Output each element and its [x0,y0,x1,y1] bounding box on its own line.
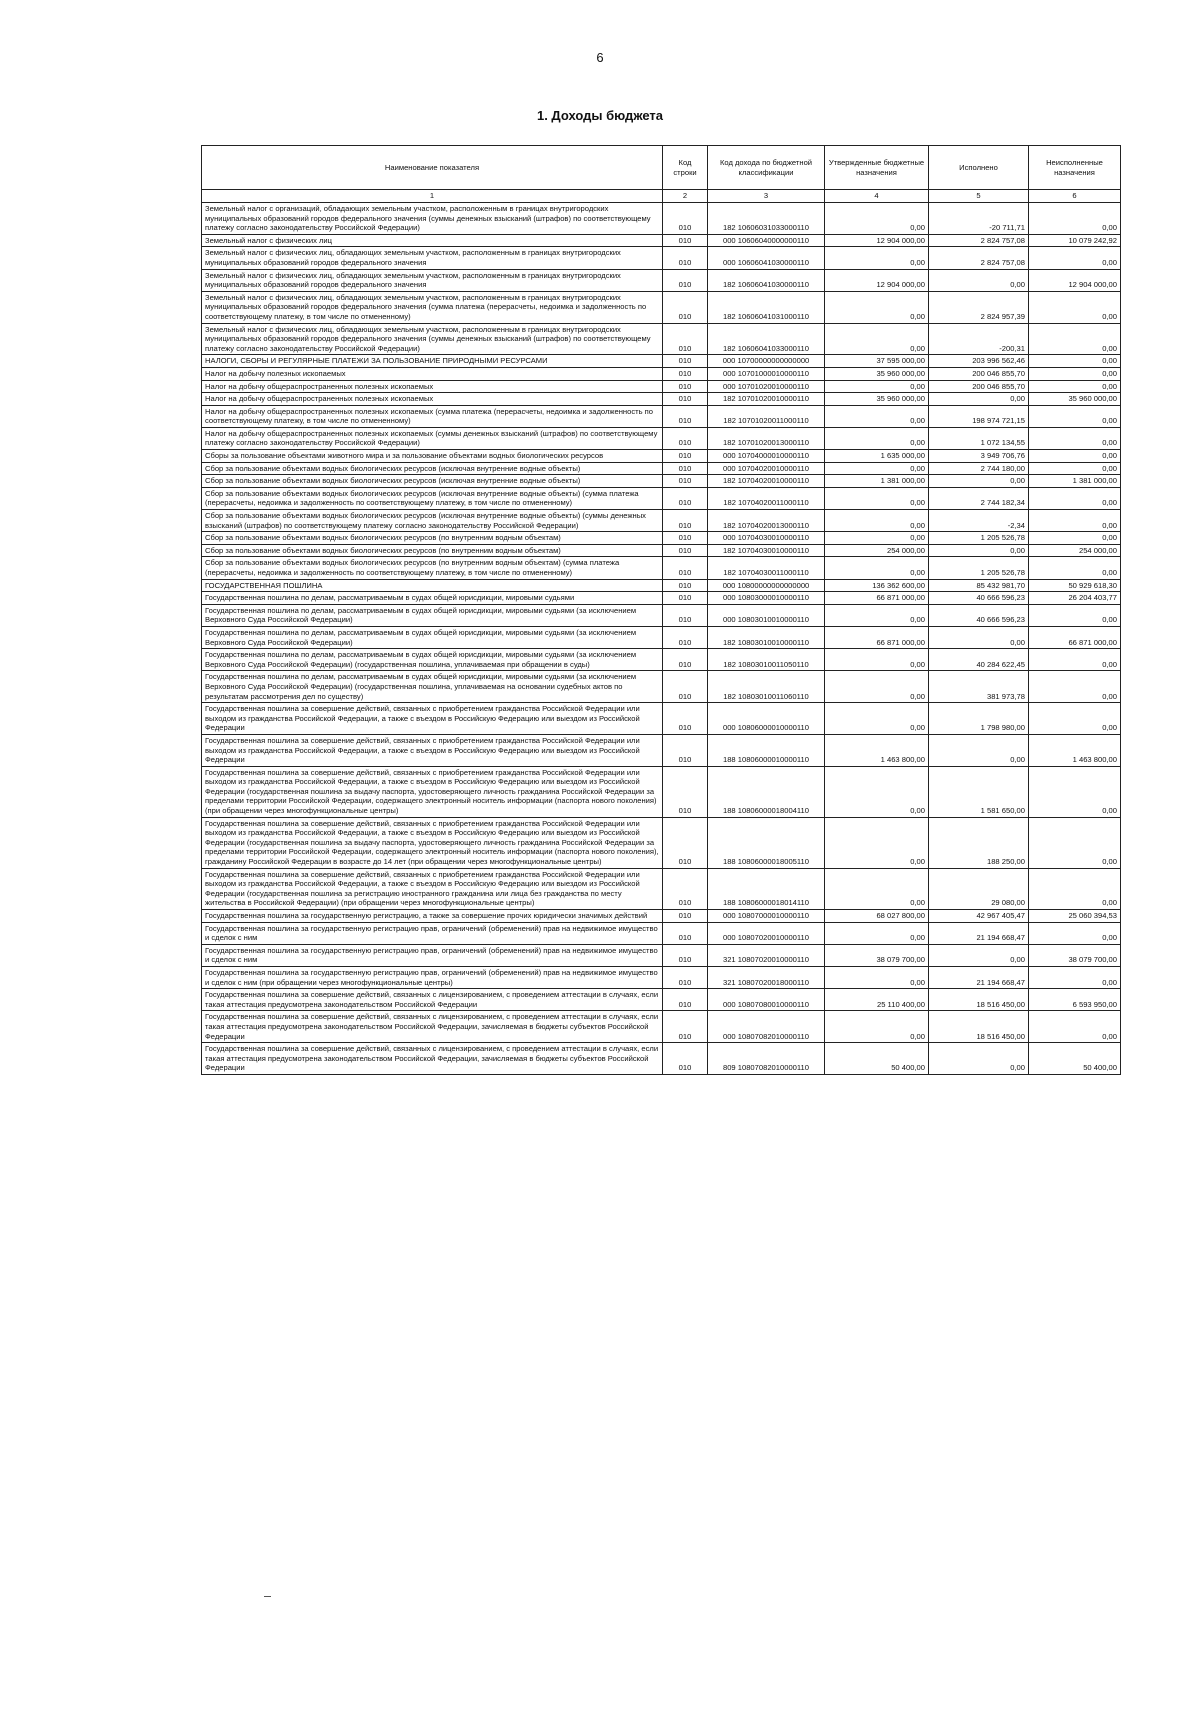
table-row [202,291,1121,323]
table-row [202,544,1121,557]
row-approved: 50 400,00 [825,1043,929,1075]
scan-mark [264,1596,271,1597]
row-approved: 0,00 [825,510,929,532]
table-row [202,1011,1121,1043]
table-row [202,868,1121,909]
row-income-code: 000 10807082010000110 [708,1011,825,1043]
row-unexecuted: 0,00 [1029,671,1121,703]
table-row [202,269,1121,291]
row-unexecuted: 0,00 [1029,557,1121,579]
row-name: Сбор за пользование объектами водных биологических ресурсов (исключая внутренние водные объекты) [202,475,663,488]
row-approved: 35 960 000,00 [825,393,929,406]
row-line-code: 010 [663,989,708,1011]
row-approved: 1 635 000,00 [825,450,929,463]
row-income-code: 182 10606041033000110 [708,323,825,355]
row-executed: 200 046 855,70 [929,367,1029,380]
row-name: Сборы за пользование объектами животного мира и за пользование объектами водных биологических ресурсов [202,450,663,463]
row-unexecuted: 1 463 800,00 [1029,734,1121,766]
row-approved: 0,00 [825,557,929,579]
row-name: Государственная пошлина за государственную регистрацию прав, ограничений (обременений) прав на недвижимое имущество и сделок с ним [202,922,663,944]
row-income-code: 321 10807020010000110 [708,944,825,966]
row-name: Государственная пошлина по делам, рассматриваемым в судах общей юрисдикции, мировыми судьями (за исключением Верховного Суда Российской Федерации) (государственная пошлина, уплачиваемая при обращении в суды) [202,649,663,671]
row-line-code: 010 [663,604,708,626]
row-line-code: 010 [663,592,708,605]
row-line-code: 010 [663,703,708,735]
row-unexecuted: 0,00 [1029,1011,1121,1043]
row-income-code: 809 10807082010000110 [708,1043,825,1075]
table-body [202,203,1121,1075]
row-name: ГОСУДАРСТВЕННАЯ ПОШЛИНА [202,579,663,592]
table-row [202,766,1121,817]
row-executed: 1 205 526,78 [929,532,1029,545]
row-approved: 0,00 [825,291,929,323]
row-name: Сбор за пользование объектами водных биологических ресурсов (по внутренним водным объектам) [202,544,663,557]
row-line-code: 010 [663,269,708,291]
row-line-code: 010 [663,922,708,944]
row-name: Сбор за пользование объектами водных биологических ресурсов (по внутренним водным объектам) [202,532,663,545]
row-approved: 0,00 [825,966,929,988]
row-executed: 1 798 980,00 [929,703,1029,735]
row-line-code: 010 [663,1043,708,1075]
table-row [202,355,1121,368]
table-row [202,247,1121,269]
row-executed: 188 250,00 [929,817,1029,868]
row-approved: 1 463 800,00 [825,734,929,766]
row-unexecuted: 25 060 394,53 [1029,910,1121,923]
row-unexecuted: 38 079 700,00 [1029,944,1121,966]
row-name: Государственная пошлина за совершение действий, связанных с лицензированием, с проведением аттестации в случаях, если такая аттестация предусмотрена законодательством Российской Федерации, зачисляемая в бюджеты субъектов Российской Федерации [202,1011,663,1043]
row-approved: 0,00 [825,649,929,671]
row-unexecuted: 1 381 000,00 [1029,475,1121,488]
row-executed: -2,34 [929,510,1029,532]
table-row [202,604,1121,626]
row-name: Государственная пошлина за совершение действий, связанных с лицензированием, с проведением аттестации в случаях, если такая аттестация предусмотрена законодательством Российской Федерации, зачисляемая в бюджеты субъектов Российской Федерации [202,1043,663,1075]
row-name: Земельный налог с организаций, обладающих земельным участком, расположенным в границах внутригородских муниципальных образований городов федерального значения (суммы денежных взысканий (штрафов) по соответствующему платежу согласно законодательству Российской Федерации) [202,203,663,235]
row-line-code: 010 [663,247,708,269]
row-unexecuted: 0,00 [1029,966,1121,988]
row-approved: 0,00 [825,703,929,735]
row-income-code: 000 10701020010000110 [708,380,825,393]
row-unexecuted: 0,00 [1029,817,1121,868]
row-unexecuted: 0,00 [1029,355,1121,368]
row-name: Налог на добычу полезных ископаемых [202,367,663,380]
row-income-code: 182 10704020010000110 [708,475,825,488]
row-name: Сбор за пользование объектами водных биологических ресурсов (исключая внутренние водные объекты) (сумма платежа (перерасчеты, недоимка и задолженность по соответствующему платежу, в том числе по отмененному) [202,487,663,509]
table-row [202,367,1121,380]
row-approved: 0,00 [825,671,929,703]
row-income-code: 182 10704020013000110 [708,510,825,532]
row-unexecuted: 0,00 [1029,203,1121,235]
row-name: Земельный налог с физических лиц [202,234,663,247]
row-name: Налог на добычу общераспространенных полезных ископаемых (сумма платежа (перерасчеты, недоимка и задолженность по соответствующему платежу, в том числе по отмененному) [202,405,663,427]
row-name: Государственная пошлина за совершение действий, связанных с приобретением гражданства Российской Федерации или выходом из гражданства Российской Федерации, а также с въездом в Российскую Федерацию или выездом из Российской Федерации (государственная пошлина за выдачу паспорта, удостоверяющего личность гражданина Российской Федерации за пределами территории Российской Федерации, содержащего электронный носитель информации (паспорта нового поколения) (при обращении через многофункциональные центры) [202,766,663,817]
row-income-code: 000 10704020010000110 [708,462,825,475]
row-income-code: 182 10606031033000110 [708,203,825,235]
row-executed: 85 432 981,70 [929,579,1029,592]
row-executed: 1 072 134,55 [929,427,1029,449]
row-name: Государственная пошлина за совершение действий, связанных с лицензированием, с проведением аттестации в случаях, если такая аттестация предусмотрена законодательством Российской Федерации [202,989,663,1011]
revenue-table [201,145,1121,1075]
row-unexecuted: 0,00 [1029,367,1121,380]
row-approved: 38 079 700,00 [825,944,929,966]
table-row [202,380,1121,393]
table-row [202,510,1121,532]
column-number: 6 [1029,190,1121,203]
row-line-code: 010 [663,203,708,235]
row-line-code: 010 [663,427,708,449]
row-approved: 0,00 [825,604,929,626]
row-name: Государственная пошлина по делам, рассматриваемым в судах общей юрисдикции, мировыми судьями (за исключением Верховного Суда Российской Федерации) [202,604,663,626]
row-executed: 40 284 622,45 [929,649,1029,671]
row-approved: 0,00 [825,1011,929,1043]
row-unexecuted: 0,00 [1029,247,1121,269]
row-line-code: 010 [663,649,708,671]
header-income-code: Код дохода по бюджетной классификации [708,146,825,190]
table-row [202,393,1121,406]
row-line-code: 010 [663,323,708,355]
row-income-code: 000 10803010010000110 [708,604,825,626]
row-unexecuted: 0,00 [1029,922,1121,944]
row-unexecuted: 0,00 [1029,510,1121,532]
row-income-code: 182 10701020010000110 [708,393,825,406]
table-row [202,203,1121,235]
row-unexecuted: 0,00 [1029,532,1121,545]
row-executed: 2 744 182,34 [929,487,1029,509]
table-row [202,649,1121,671]
row-name: Государственная пошлина за совершение действий, связанных с приобретением гражданства Российской Федерации или выходом из гражданства Российской Федерации, а также с въездом в Российскую Федерацию или выездом из Российской Федерации (государственная пошлина за регистрацию иностранного гражданина или лица без гражданства по месту жительства в Российской Федерации) (при обращении через многофункциональные центры) [202,868,663,909]
row-executed: 18 516 450,00 [929,1011,1029,1043]
row-executed: 381 973,78 [929,671,1029,703]
row-name: Государственная пошлина по делам, рассматриваемым в судах общей юрисдикции, мировыми судьями (за исключением Верховного Суда Российской Федерации) [202,626,663,648]
row-income-code: 000 10704030010000110 [708,532,825,545]
row-executed: 1 581 650,00 [929,766,1029,817]
row-unexecuted: 0,00 [1029,405,1121,427]
table-row [202,944,1121,966]
row-unexecuted: 66 871 000,00 [1029,626,1121,648]
row-name: Государственная пошлина за совершение действий, связанных с приобретением гражданства Российской Федерации или выходом из гражданства Российской Федерации, а также с въездом в Российскую Федерацию или выездом из Российской Федерации [202,734,663,766]
row-line-code: 010 [663,626,708,648]
row-line-code: 010 [663,817,708,868]
table-row [202,462,1121,475]
row-line-code: 010 [663,405,708,427]
table-row [202,626,1121,648]
row-income-code: 000 10700000000000000 [708,355,825,368]
row-unexecuted: 0,00 [1029,487,1121,509]
row-income-code: 321 10807020018000110 [708,966,825,988]
page-number: 6 [596,50,604,65]
row-name: Государственная пошлина за совершение действий, связанных с приобретением гражданства Российской Федерации или выходом из гражданства Российской Федерации, а также с въездом в Российскую Федерацию или выездом из Российской Федерации (государственная пошлина за выдачу паспорта, удостоверяющего личность гражданина Российской Федерации за пределами территории Российской Федерации, содержащего электронный носитель информации (паспорта нового поколения), гражданину Российской Федерации в возрасте до 14 лет (при обращении через многофункциональные центры) [202,817,663,868]
row-executed: -200,31 [929,323,1029,355]
row-unexecuted: 254 000,00 [1029,544,1121,557]
header-line-code: Код строки [663,146,708,190]
header-unexecuted: Неисполненные назначения [1029,146,1121,190]
row-approved: 12 904 000,00 [825,269,929,291]
column-number: 5 [929,190,1029,203]
header-row [202,146,1121,190]
row-line-code: 010 [663,510,708,532]
row-income-code: 000 10807000010000110 [708,910,825,923]
row-income-code: 182 10704020011000110 [708,487,825,509]
table-row [202,475,1121,488]
row-approved: 37 595 000,00 [825,355,929,368]
row-executed: 0,00 [929,544,1029,557]
row-line-code: 010 [663,462,708,475]
row-income-code: 182 10606041030000110 [708,269,825,291]
row-executed: 40 666 596,23 [929,592,1029,605]
row-income-code: 000 10606041030000110 [708,247,825,269]
row-line-code: 010 [663,868,708,909]
row-approved: 0,00 [825,405,929,427]
row-income-code: 000 10803000010000110 [708,592,825,605]
row-name: Государственная пошлина по делам, рассматриваемым в судах общей юрисдикции, мировыми судьями [202,592,663,605]
row-line-code: 010 [663,1011,708,1043]
row-income-code: 182 10803010011050110 [708,649,825,671]
row-approved: 0,00 [825,532,929,545]
row-executed: 2 824 957,39 [929,291,1029,323]
row-executed: 198 974 721,15 [929,405,1029,427]
column-number: 2 [663,190,708,203]
row-line-code: 010 [663,532,708,545]
table-row [202,922,1121,944]
table-row [202,1043,1121,1075]
row-name: НАЛОГИ, СБОРЫ И РЕГУЛЯРНЫЕ ПЛАТЕЖИ ЗА ПОЛЬЗОВАНИЕ ПРИРОДНЫМИ РЕСУРСАМИ [202,355,663,368]
row-executed: 0,00 [929,944,1029,966]
table-row [202,450,1121,463]
row-executed: 200 046 855,70 [929,380,1029,393]
row-unexecuted: 10 079 242,92 [1029,234,1121,247]
row-approved: 0,00 [825,380,929,393]
row-income-code: 182 10803010011060110 [708,671,825,703]
row-unexecuted: 0,00 [1029,427,1121,449]
row-unexecuted: 50 400,00 [1029,1043,1121,1075]
row-line-code: 010 [663,544,708,557]
row-executed: 2 824 757,08 [929,247,1029,269]
table-row [202,579,1121,592]
row-name: Государственная пошлина за государственную регистрацию прав, ограничений (обременений) прав на недвижимое имущество и сделок с ним [202,944,663,966]
row-income-code: 182 10704030010000110 [708,544,825,557]
row-line-code: 010 [663,966,708,988]
row-income-code: 188 10806000018004110 [708,766,825,817]
row-name: Сбор за пользование объектами водных биологических ресурсов (исключая внутренние водные объекты) [202,462,663,475]
row-unexecuted: 0,00 [1029,380,1121,393]
header-indicator-name: Наименование показателя [202,146,663,190]
row-name: Земельный налог с физических лиц, обладающих земельным участком, расположенным в границах внутригородских муниципальных образований городов федерального значения (сумма платежа (перерасчеты, недоимка и задолженность по соответствующему платежу, в том числе по отмененному) [202,291,663,323]
row-approved: 0,00 [825,766,929,817]
row-unexecuted: 0,00 [1029,604,1121,626]
row-executed: 2 824 757,08 [929,234,1029,247]
row-approved: 0,00 [825,427,929,449]
row-income-code: 182 10701020013000110 [708,427,825,449]
row-name: Государственная пошлина за совершение действий, связанных с приобретением гражданства Российской Федерации или выходом из гражданства Российской Федерации, а также с въездом в Российскую Федерацию или выездом из Российской Федерации [202,703,663,735]
row-approved: 0,00 [825,203,929,235]
row-approved: 1 381 000,00 [825,475,929,488]
row-approved: 68 027 800,00 [825,910,929,923]
row-line-code: 010 [663,355,708,368]
row-name: Сбор за пользование объектами водных биологических ресурсов (по внутренним водным объектам) (сумма платежа (перерасчеты, недоимка и задолженность по соответствующему платежу, в том числе по отмененному) [202,557,663,579]
table-row [202,427,1121,449]
row-executed: 0,00 [929,626,1029,648]
table-row [202,532,1121,545]
row-income-code: 182 10704030011000110 [708,557,825,579]
row-line-code: 010 [663,291,708,323]
row-unexecuted: 0,00 [1029,323,1121,355]
row-line-code: 010 [663,234,708,247]
row-unexecuted: 0,00 [1029,462,1121,475]
row-line-code: 010 [663,380,708,393]
column-number: 3 [708,190,825,203]
row-income-code: 182 10803010010000110 [708,626,825,648]
row-unexecuted: 26 204 403,77 [1029,592,1121,605]
row-approved: 0,00 [825,922,929,944]
row-income-code: 000 10701000010000110 [708,367,825,380]
column-number: 4 [825,190,929,203]
column-number: 1 [202,190,663,203]
row-executed: 0,00 [929,269,1029,291]
row-unexecuted: 12 904 000,00 [1029,269,1121,291]
table-row [202,557,1121,579]
row-line-code: 010 [663,450,708,463]
row-name: Налог на добычу общераспространенных полезных ископаемых [202,380,663,393]
row-executed: 3 949 706,76 [929,450,1029,463]
table-row [202,989,1121,1011]
table-row [202,323,1121,355]
row-name: Государственная пошлина по делам, рассматриваемым в судах общей юрисдикции, мировыми судьями (за исключением Верховного Суда Российской Федерации) (государственная пошлина, уплачиваемая на основании судебных актов по результатам рассмотрения дел по существу) [202,671,663,703]
row-line-code: 010 [663,557,708,579]
row-income-code: 188 10806000018005110 [708,817,825,868]
row-approved: 0,00 [825,817,929,868]
row-income-code: 188 10806000018014110 [708,868,825,909]
header-approved: Утвержденные бюджетные назначения [825,146,929,190]
table-row [202,966,1121,988]
row-line-code: 010 [663,766,708,817]
row-unexecuted: 0,00 [1029,649,1121,671]
column-number-row [202,190,1121,203]
row-line-code: 010 [663,944,708,966]
row-name: Государственная пошлина за государственную регистрацию прав, ограничений (обременений) прав на недвижимое имущество и сделок с ним (при обращении через многофункциональные центры) [202,966,663,988]
table-row [202,910,1121,923]
row-income-code: 182 10701020011000110 [708,405,825,427]
table-row [202,487,1121,509]
table-row [202,592,1121,605]
document-title: 1. Доходы бюджета [536,108,664,123]
row-line-code: 010 [663,393,708,406]
row-approved: 25 110 400,00 [825,989,929,1011]
row-executed: 1 205 526,78 [929,557,1029,579]
row-executed: 203 996 562,46 [929,355,1029,368]
row-name: Налог на добычу общераспространенных полезных ископаемых (суммы денежных взысканий (штрафов) по соответствующему платежу согласно законодательству Российской Федерации) [202,427,663,449]
row-name: Земельный налог с физических лиц, обладающих земельным участком, расположенным в границах внутригородских муниципальных образований городов федерального значения [202,247,663,269]
row-approved: 66 871 000,00 [825,626,929,648]
row-income-code: 000 10704000010000110 [708,450,825,463]
row-approved: 0,00 [825,868,929,909]
row-approved: 254 000,00 [825,544,929,557]
row-name: Сбор за пользование объектами водных биологических ресурсов (исключая внутренние водные объекты) (суммы денежных взысканий (штрафов) по соответствующему платежу согласно законодательству Российской Федерации) [202,510,663,532]
row-approved: 35 960 000,00 [825,367,929,380]
row-income-code: 000 10800000000000000 [708,579,825,592]
row-executed: 21 194 668,47 [929,966,1029,988]
row-line-code: 010 [663,487,708,509]
row-unexecuted: 0,00 [1029,291,1121,323]
row-line-code: 010 [663,910,708,923]
row-line-code: 010 [663,475,708,488]
row-name: Государственная пошлина за государственную регистрацию, а также за совершение прочих юридически значимых действий [202,910,663,923]
row-unexecuted: 0,00 [1029,450,1121,463]
row-executed: 0,00 [929,475,1029,488]
row-approved: 0,00 [825,323,929,355]
table-row [202,671,1121,703]
table-row [202,405,1121,427]
table-row [202,703,1121,735]
row-unexecuted: 0,00 [1029,703,1121,735]
row-income-code: 000 10806000010000110 [708,703,825,735]
row-line-code: 010 [663,367,708,380]
row-approved: 66 871 000,00 [825,592,929,605]
row-unexecuted: 6 593 950,00 [1029,989,1121,1011]
row-approved: 136 362 600,00 [825,579,929,592]
row-unexecuted: 0,00 [1029,766,1121,817]
row-executed: 0,00 [929,393,1029,406]
row-unexecuted: 35 960 000,00 [1029,393,1121,406]
row-income-code: 000 10807020010000110 [708,922,825,944]
row-income-code: 188 10806000010000110 [708,734,825,766]
row-executed: 0,00 [929,1043,1029,1075]
row-name: Налог на добычу общераспространенных полезных ископаемых [202,393,663,406]
row-line-code: 010 [663,671,708,703]
table-row [202,234,1121,247]
row-executed: 0,00 [929,734,1029,766]
row-approved: 0,00 [825,487,929,509]
row-line-code: 010 [663,734,708,766]
row-approved: 0,00 [825,247,929,269]
row-executed: -20 711,71 [929,203,1029,235]
table-row [202,817,1121,868]
table-row [202,734,1121,766]
row-executed: 2 744 180,00 [929,462,1029,475]
row-unexecuted: 50 929 618,30 [1029,579,1121,592]
header-executed: Исполнено [929,146,1029,190]
row-executed: 21 194 668,47 [929,922,1029,944]
row-income-code: 000 10606040000000110 [708,234,825,247]
row-income-code: 000 10807080010000110 [708,989,825,1011]
row-line-code: 010 [663,579,708,592]
row-executed: 40 666 596,23 [929,604,1029,626]
row-name: Земельный налог с физических лиц, обладающих земельным участком, расположенным в границах внутригородских муниципальных образований городов федерального значения [202,269,663,291]
row-unexecuted: 0,00 [1029,868,1121,909]
row-executed: 18 516 450,00 [929,989,1029,1011]
row-name: Земельный налог с физических лиц, обладающих земельным участком, расположенным в границах внутригородских муниципальных образований городов федерального значения (суммы денежных взысканий (штрафов) по соответствующему платежу согласно законодательству Российской Федерации) [202,323,663,355]
row-income-code: 182 10606041031000110 [708,291,825,323]
row-executed: 42 967 405,47 [929,910,1029,923]
row-executed: 29 080,00 [929,868,1029,909]
row-approved: 12 904 000,00 [825,234,929,247]
row-approved: 0,00 [825,462,929,475]
